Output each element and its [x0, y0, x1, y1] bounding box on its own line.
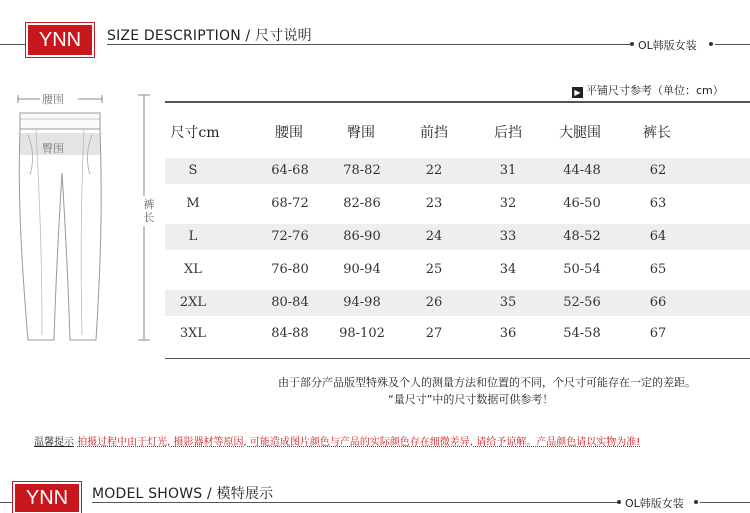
- header-waist: 腰围: [275, 125, 303, 141]
- cell-hip: 90-94: [343, 262, 381, 277]
- cell-length: 67: [649, 326, 667, 341]
- cell-length: 63: [649, 196, 667, 211]
- cell-size: M: [186, 196, 200, 211]
- cell-length: 66: [649, 295, 667, 310]
- cell-front-rise: 23: [425, 196, 443, 211]
- cell-thigh: 44-48: [563, 163, 601, 178]
- header-front-rise: 前挡: [420, 125, 448, 141]
- bottom-brand: OL韩版女装: [625, 497, 684, 510]
- cell-length: 64: [649, 229, 667, 244]
- tip-text: 拍摄过程中由于灯光, 摄影器材等原因, 可能造成图片颜色与产品的实际颜色存在细微差异, 请给予谅解。产品颜色请以实物为准!: [77, 437, 641, 448]
- caption-arrow-icon: ▶: [572, 87, 583, 98]
- cell-front-rise: 22: [425, 163, 443, 178]
- top-header-line-left: [0, 44, 25, 45]
- cell-hip: 86-90: [343, 229, 381, 244]
- top-section-title: SIZE DESCRIPTION / 尺寸说明: [107, 28, 312, 44]
- bottom-header-line: [92, 502, 618, 503]
- table-header: [165, 122, 750, 144]
- table-caption: [572, 82, 724, 98]
- top-brand-dot-left: [630, 42, 634, 46]
- measurement-note-2: “量尺寸”中的尺寸数据可供参考！: [388, 393, 554, 406]
- cell-back-rise: 31: [499, 163, 517, 178]
- bottom-header-line-right: [700, 502, 750, 503]
- cell-size: XL: [184, 262, 202, 277]
- cell-hip: 94-98: [343, 295, 381, 310]
- table-bottom-rule: [165, 358, 750, 359]
- cell-length: 65: [649, 262, 667, 277]
- cell-hip: 82-86: [343, 196, 381, 211]
- cell-size: 3XL: [179, 326, 207, 341]
- table-top-rule: [165, 101, 750, 103]
- cell-thigh: 50-54: [563, 262, 601, 277]
- pants-diagram: [8, 85, 160, 370]
- cell-thigh: 46-50: [563, 196, 601, 211]
- header-size: 尺寸cm: [170, 125, 220, 141]
- cell-back-rise: 36: [499, 326, 517, 341]
- header-length: 裤长: [643, 125, 671, 141]
- table-caption-text: 平铺尺寸参考（单位：cm）: [586, 84, 724, 97]
- header-back-rise: 后挡: [494, 125, 522, 141]
- length-label-char-1: 裤: [143, 198, 155, 211]
- cell-front-rise: 26: [425, 295, 443, 310]
- cell-size: 2XL: [179, 295, 207, 310]
- waist-label: 腰围: [42, 93, 64, 106]
- cell-hip: 98-102: [339, 326, 385, 341]
- table-row: [165, 158, 750, 184]
- cell-back-rise: 35: [499, 295, 517, 310]
- cell-back-rise: 33: [499, 229, 517, 244]
- cell-waist: 84-88: [271, 326, 309, 341]
- cell-hip: 78-82: [343, 163, 381, 178]
- cell-size: S: [188, 163, 198, 178]
- cell-thigh: 52-56: [563, 295, 601, 310]
- pants-illustration: [8, 85, 160, 370]
- length-label-char-2: 长: [143, 211, 155, 224]
- table-row: [165, 321, 750, 347]
- cell-waist: 64-68: [271, 163, 309, 178]
- top-header-line-right: [715, 44, 750, 45]
- cell-waist: 72-76: [271, 229, 309, 244]
- cell-thigh: 54-58: [563, 326, 601, 341]
- table-row: [165, 290, 750, 316]
- hip-label: 臀围: [42, 142, 64, 155]
- cell-back-rise: 34: [499, 262, 517, 277]
- header-thigh: 大腿围: [559, 125, 601, 141]
- table-row: [165, 257, 750, 283]
- top-brand: OL韩版女装: [638, 39, 697, 52]
- cell-thigh: 48-52: [563, 229, 601, 244]
- top-header-line: [107, 44, 630, 45]
- tip-label: 温馨提示: [34, 437, 74, 448]
- tip-line: [34, 433, 640, 448]
- cell-front-rise: 24: [425, 229, 443, 244]
- bottom-section-title: MODEL SHOWS / 模特展示: [92, 486, 274, 502]
- cell-waist: 68-72: [271, 196, 309, 211]
- bottom-brand-dot-right: [694, 500, 698, 504]
- bottom-header-line-left: [0, 502, 12, 503]
- bottom-brand-dot-left: [617, 500, 621, 504]
- top-brand-dot-right: [709, 42, 713, 46]
- cell-back-rise: 32: [499, 196, 517, 211]
- cell-front-rise: 27: [425, 326, 443, 341]
- top-logo: YNN: [28, 25, 92, 55]
- table-row: [165, 224, 750, 250]
- cell-waist: 76-80: [271, 262, 309, 277]
- measurement-note-1: 由于部分产品版型特殊及个人的测量方法和位置的不同，个尺寸可能存在一定的差距。: [278, 376, 696, 389]
- bottom-logo: YNN: [15, 484, 79, 512]
- header-hip: 臀围: [347, 125, 375, 141]
- cell-length: 62: [649, 163, 667, 178]
- cell-front-rise: 25: [425, 262, 443, 277]
- cell-waist: 80-84: [271, 295, 309, 310]
- cell-size: L: [188, 229, 198, 244]
- table-row: [165, 191, 750, 217]
